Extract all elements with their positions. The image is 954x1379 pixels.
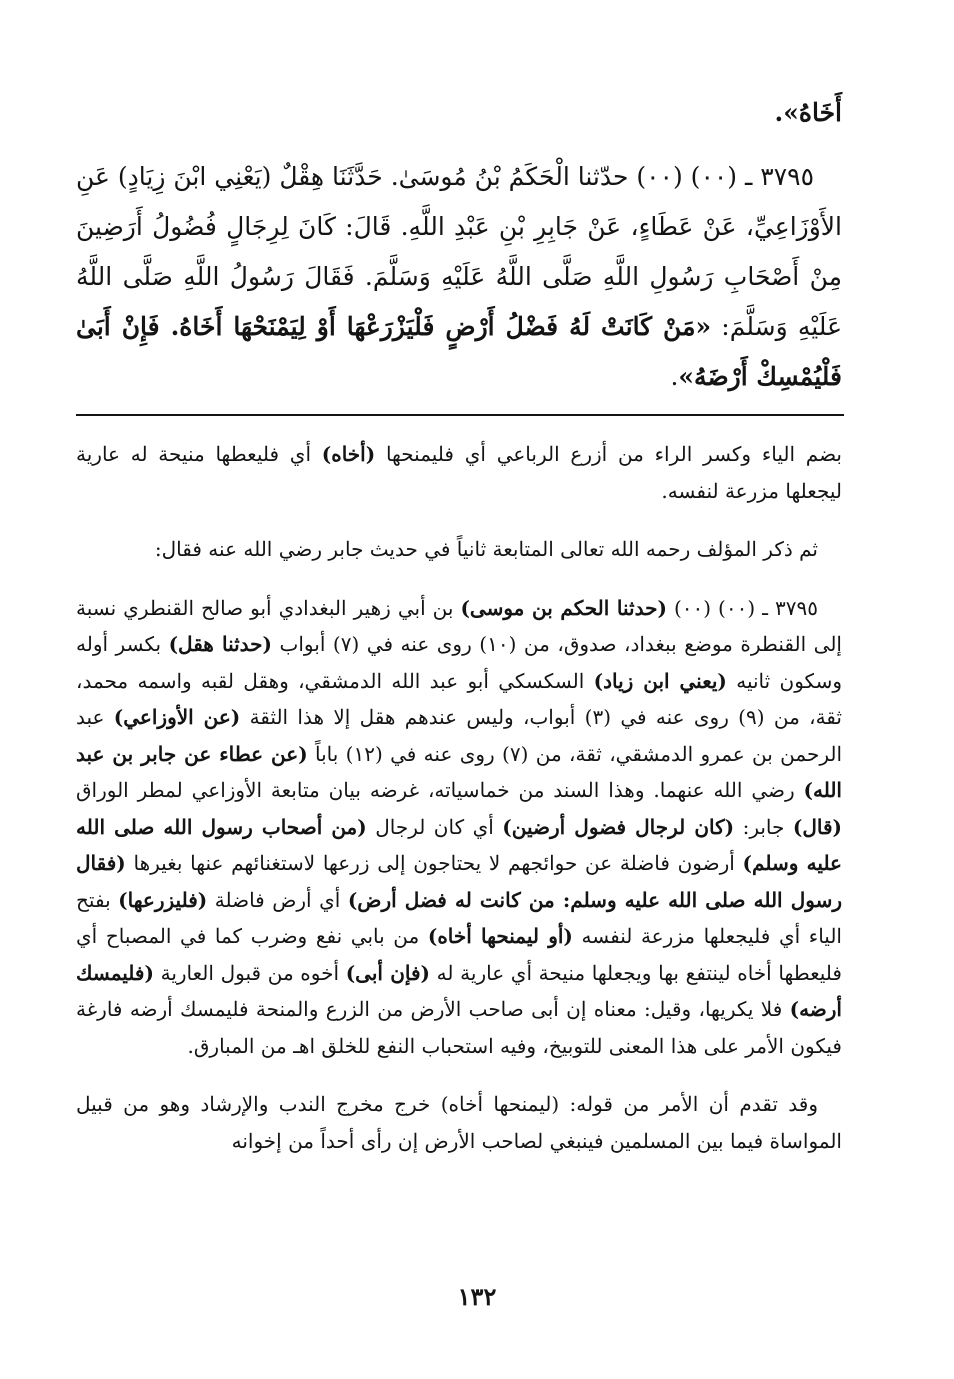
- hadith-text: [76, 88, 842, 402]
- footnote-separator: [76, 414, 844, 416]
- commentary-text: من بابي نفع وضرب كما في المصباح أي فليعطها أخاه لينتفع بها ويجعلها منيحة أي عارية له: [76, 924, 842, 985]
- commentary-text: وقد تقدم أن الأمر من قوله: (ليمنحها أخاه) خرج مخرج الندب والإرشاد وهو من قبيل المواساة فيما بين المسلمين فينبغي لصاحب الأرض إن رأى أحداً من إخوانه: [76, 1092, 842, 1153]
- bold-quote: (عن الأوزاعي): [113, 705, 241, 729]
- bold-quote: (أخاه): [321, 442, 376, 466]
- continued-text: [76, 88, 842, 138]
- bold-quote: (فإن أبى): [345, 960, 431, 985]
- page-number: ١٣٢: [457, 1282, 497, 1311]
- commentary-text: ٣٧٩٥ ـ (٠٠) (٠٠): [666, 595, 818, 620]
- bold-quote: (كان لرجال فضول أرضين): [502, 814, 735, 839]
- bold-quote: (حدثنا هقل): [168, 632, 273, 656]
- commentary-text: أخوه من قبول العارية: [153, 960, 346, 985]
- commentary-text: عبد الرحمن بن عمرو الدمشقي، ثقة، من (٧) روى عنه في (١٢) باباً: [76, 705, 843, 766]
- hadith-end: .: [670, 362, 679, 391]
- commentary-text: بكسر أوله وسكون ثانيه: [76, 632, 843, 693]
- bold-quote: (عن عطاء عن جابر بن عبد الله): [76, 741, 842, 802]
- hadith-paragraph: [76, 152, 842, 402]
- commentary-text: بفتح الياء أي فليجعلها مزرعة لنفسه: [76, 887, 842, 948]
- bold-quote: (حدثنا الحكم بن موسى): [460, 595, 667, 620]
- commentary-paragraph: [76, 436, 842, 509]
- commentary-text: السكسكي أبو عبد الله الدمشقي، وهقل لقبه واسمه محمد، ثقة، من (٩) روى عنه في (٣) أبواب، وليس عندهم هقل إلا هذا الثقة: [76, 668, 842, 729]
- commentary-text: جابر:: [734, 814, 793, 839]
- commentary-text: ثم ذكر المؤلف رحمه الله تعالى المتابعة ثانياً في حديث جابر رضي الله عنه فقال:: [154, 537, 818, 561]
- commentary-text: بضم الياء وكسر الراء من أزرع الرباعي أي فليمنحها: [375, 442, 842, 466]
- commentary-text: بن أبي زهير البغدادي أبو صالح القنطري نسبة إلى القنطرة موضع ببغداد، صدوق، من (١٠) روى عنه في (٧) أبواب: [76, 595, 842, 656]
- commentary-text: رضي الله عنهما. وهذا السند من خماسياته، غرضه بيان متابعة الأوزاعي لمطر الوراق: [76, 778, 804, 802]
- commentary-paragraph: [76, 590, 842, 1065]
- commentary-text: أرضون فاضلة عن حوائجهم لا يحتاجون إلى زرعها لاستغنائهم عنها بغيرها: [125, 851, 743, 875]
- commentary: [76, 436, 842, 1159]
- commentary-paragraph: [76, 531, 842, 568]
- bold-quote: (فليزرعها): [118, 887, 208, 912]
- bold-quote: (فقال رسول الله صلى الله عليه وسلم: من كانت له فضل أرض): [76, 851, 842, 912]
- commentary-text: أي كان لرجال: [366, 814, 503, 839]
- bold-quote: (من أصحاب رسول الله صلى الله عليه وسلم): [76, 814, 842, 875]
- commentary-paragraph: [76, 1086, 842, 1159]
- hadith-chain: ٣٧٩٥ ـ (٠٠) (٠٠) حدّثنا الْحَكَمُ بْنُ مُوسَىٰ. حَدَّثَنَا هِقْلٌ (يَعْنِي ابْنَ زِيَادٍ) عَنِ الأَوْزَاعِيِّ، عَنْ عَطَاءٍ، عَنْ جَابِرِ بْنِ عَبْدِ اللَّهِ. قَالَ: كَانَ لِرِجَالٍ فُضُولُ أَرَضِينَ مِنْ أَصْحَابِ رَسُولِ اللَّهِ صَلَّى اللَّهُ عَلَيْهِ وَسَلَّمَ. فَقَالَ رَسُولُ اللَّهِ صَلَّى اللَّهُ عَلَيْهِ وَسَلَّمَ:: [75, 162, 842, 341]
- bold-quote: (فليمسك أرضه): [76, 960, 842, 1021]
- bold-quote: (يعني ابن زياد): [593, 668, 727, 693]
- continued-word: أَخَاهُ».: [774, 98, 842, 127]
- commentary-text: أي أرض فاضلة: [207, 887, 348, 912]
- commentary-text: أي فليعطها منيحة له عارية ليجعلها مزرعة لنفسه.: [76, 442, 842, 503]
- bold-quote: (أو ليمنحها أخاه): [427, 924, 573, 948]
- commentary-text: فلا يكريها، وقيل: معناه إن أبى صاحب الأرض من الزرع والمنحة فليمسك أرضه فارغة فيكون الأمر على هذا المعنى للتوبيخ، وفيه استحباب النفع للخلق اهـ من المبارق.: [76, 997, 842, 1058]
- hadith-quote: «مَنْ كَانَتْ لَهُ فَضْلُ أَرْضٍ فَلْيَزْرَعْهَا أَوْ لِيَمْنَحْهَا أَخَاهُ. فَإِنْ أَبَىٰ فَلْيُمْسِكْ أَرْضَهُ»: [76, 312, 842, 391]
- bold-quote: (قال): [792, 814, 842, 839]
